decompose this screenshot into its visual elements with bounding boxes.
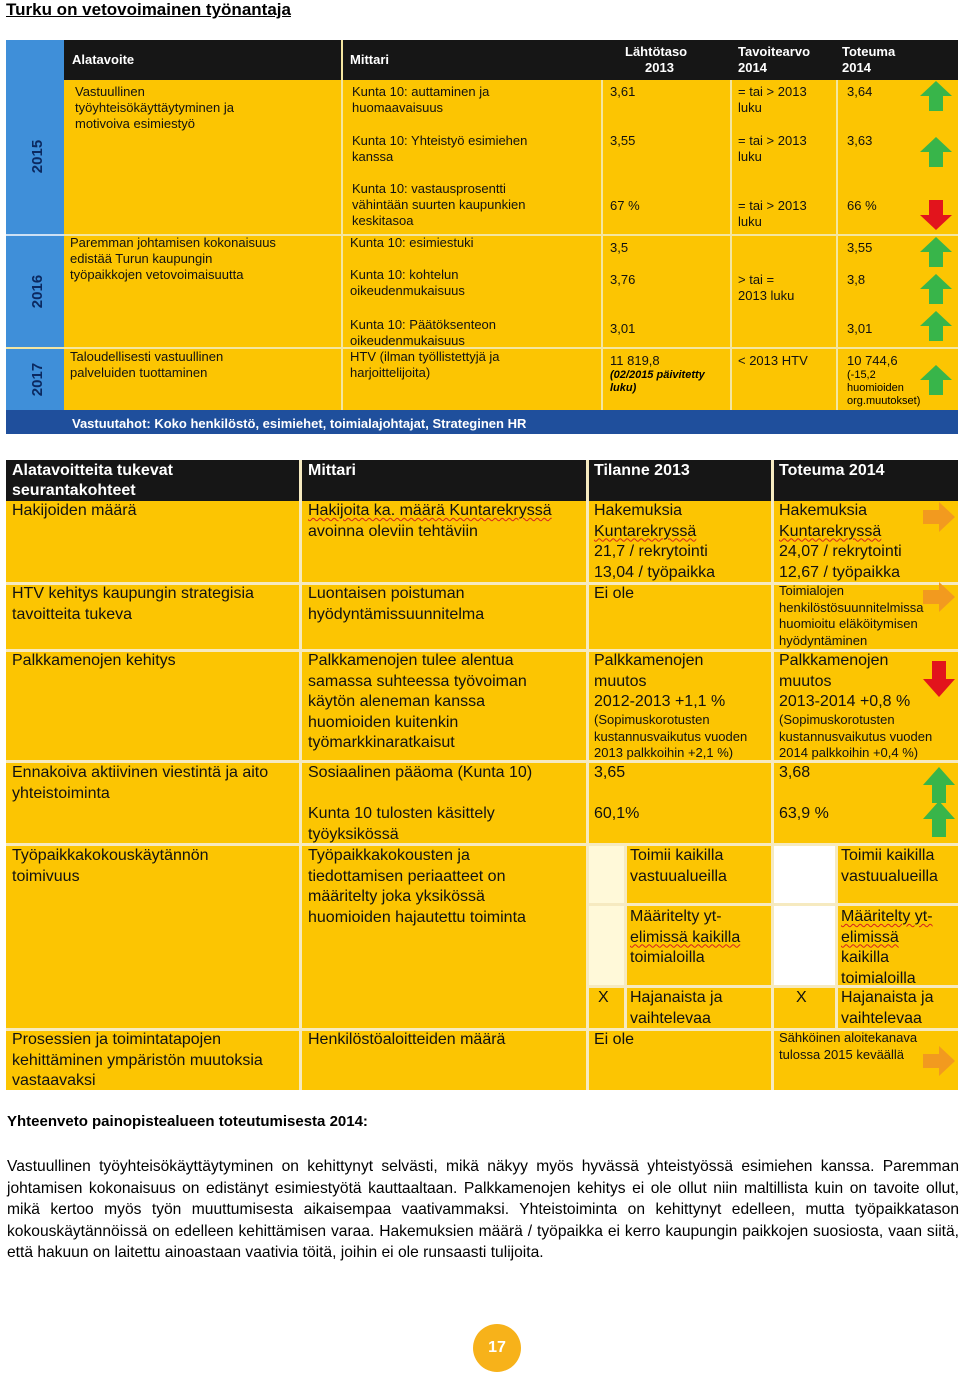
orange-right-arrow-icon [922, 581, 956, 613]
t1-meter: Kunta 10: esimiestuki [350, 235, 474, 250]
t1-actual: 66 % [847, 198, 877, 213]
t2-status: 3,65 [594, 764, 626, 781]
t1-target: = tai > 2013 luku [738, 133, 807, 164]
t2-meter: Luontaisen poistuman hyödyntämissuunnitelma [308, 585, 485, 623]
green-up-arrow-icon [919, 236, 953, 268]
t2-actual: Palkkamenojen muutos 2013-2014 +0,8 % [779, 652, 911, 710]
t1-target: = tai > 2013 luku [738, 198, 807, 229]
green-up-arrow-icon [922, 766, 956, 804]
t2-blank-cell [589, 846, 624, 903]
t2-header-actual: Toteuma 2014 [779, 462, 885, 479]
t2-goal: Palkkamenojen kehitys [12, 652, 176, 669]
t2-blank-cell [589, 906, 624, 985]
t2-meter: Palkkamenojen tulee alentua samassa suhteessa työvoiman käytön aleneman kanssa huomioiden kuitenkin työmarkkinaratkaisut [308, 652, 527, 751]
t1-col-divider [341, 40, 343, 410]
t1-baseline: 3,76 [610, 272, 636, 287]
t1-meter: HTV (ilman työllistettyjä ja harjoittelijoita) [350, 349, 500, 380]
page-number-badge: 17 [473, 1324, 521, 1372]
t2-status-note: (Sopimuskorotusten kustannusvaikutus vuoden 2013 palkkoihin +2,1 %) [594, 712, 748, 760]
t2-col-divider [835, 846, 838, 1028]
t2-meter: Hakijoita ka. määrä Kuntarekryssä avoinna oleviin tehtäviin [308, 502, 552, 540]
t1-actual: 3,55 [847, 240, 873, 255]
t2-actual: 3,68 [779, 764, 811, 781]
t1-target: = tai > 2013 luku [738, 84, 807, 115]
t1-goal-1: Vastuullinen työyhteisökäyttäytyminen ja motivoiva esimiestyö [75, 84, 234, 131]
t2-actual: Sähköinen aloitekanava tulossa 2015 keväällä [779, 1030, 918, 1062]
t1-col-divider [730, 80, 732, 410]
page-heading: Turku on vetovoimainen työnantaja [6, 0, 291, 19]
t2-actual-mark: X [796, 989, 807, 1006]
t2-col-divider [299, 460, 302, 1090]
year-label-2015: 2015 [29, 139, 47, 174]
t1-baseline: 3,61 [610, 84, 636, 99]
t1-header-actual: Toteuma 2014 [842, 44, 896, 75]
t2-actual-option: Toimii kaikilla vastuualueilla [841, 847, 938, 885]
t1-header-target: Tavoitearvo 2014 [738, 44, 811, 75]
green-up-arrow-icon [919, 136, 953, 168]
table1-year-sidebar [6, 40, 64, 410]
t2-meter: Työpaikkakokousten ja tiedottamisen periaatteet on määritelty joka yksikössä huomioiden hajautettu toiminta [308, 847, 526, 926]
t2-status: Hakemuksia Kuntarekryssä 21,7 / rekrytointi 13,04 / työpaikka [594, 502, 715, 581]
t2-status: Ei ole [594, 1031, 635, 1048]
t1-actual: 3,8 [847, 272, 866, 287]
t2-status: Ei ole [594, 585, 635, 602]
t1-header-meter: Mittari [350, 52, 389, 67]
t2-header-status: Tilanne 2013 [594, 462, 690, 479]
t1-baseline: 67 % [610, 198, 640, 213]
green-up-arrow-icon [919, 364, 953, 396]
t2-status: 60,1% [594, 805, 640, 822]
t1-goal-3: Taloudellisesti vastuullinen palveluiden tuottaminen [70, 349, 224, 380]
green-up-arrow-icon [919, 80, 953, 112]
t1-col-divider [601, 80, 603, 410]
t1-meter: Kunta 10: vastausprosentti vähintään suurten kaupunkien keskitasoa [352, 181, 526, 228]
t1-baseline: 3,01 [610, 321, 636, 336]
year-label-2017: 2017 [29, 362, 47, 397]
table1-footer-text: Vastuutahot: Koko henkilöstö, esimiehet, toimialajohtajat, Strateginen HR [72, 416, 527, 431]
t1-actual: 10 744,6 [847, 353, 898, 368]
green-up-arrow-icon [922, 800, 956, 838]
t1-actual-note: (-15,2 huomioiden org.muutokset) [847, 369, 921, 407]
orange-right-arrow-icon [922, 501, 956, 533]
t1-actual: 3,01 [847, 321, 873, 336]
t1-target: < 2013 HTV [738, 353, 808, 368]
t2-status: Palkkamenojen muutos 2012-2013 +1,1 % [594, 652, 726, 710]
t2-status-option: Hajanaista ja vaihtelevaa [630, 989, 723, 1027]
t2-blank-cell [774, 906, 835, 985]
t2-actual: Hakemuksia Kuntarekryssä 24,07 / rekrytointi 12,67 / työpaikka [779, 502, 902, 581]
t1-meter: Kunta 10: auttaminen ja huomaavaisuus [352, 84, 490, 115]
t2-header-meter: Mittari [308, 462, 356, 479]
t2-row-divider [589, 903, 958, 906]
t2-meter: Henkilöstöaloitteiden määrä [308, 1031, 506, 1048]
t1-side-divider [6, 234, 64, 236]
t1-baseline: 11 819,8 [610, 353, 660, 368]
t2-col-divider [624, 846, 627, 1028]
t2-meter: Kunta 10 tulosten käsittely työyksikössä [308, 805, 495, 843]
t1-meter: Kunta 10: kohtelun oikeudenmukaisuus [350, 267, 465, 298]
t2-status-mark: X [598, 989, 609, 1006]
t2-col-divider [586, 460, 589, 1090]
t2-meter: Sosiaalinen pääoma (Kunta 10) [308, 764, 533, 781]
red-down-arrow-icon [919, 199, 953, 231]
t1-goal-2: Paremman johtamisen kokonaisuus edistää Turun kaupungin työpaikkojen vetovoimaisuutta [70, 235, 276, 282]
t1-meter: Kunta 10: Päätöksenteon oikeudenmukaisuus [350, 317, 497, 348]
table1-header [64, 40, 958, 80]
t2-blank-cell [774, 846, 835, 903]
t2-col-divider [771, 460, 774, 1090]
red-down-arrow-icon [922, 660, 956, 698]
t1-actual: 3,64 [847, 84, 873, 99]
orange-right-arrow-icon [922, 1045, 956, 1077]
t2-goal: Hakijoiden määrä [12, 502, 137, 519]
green-up-arrow-icon [919, 310, 953, 342]
t2-actual: Toimialojen henkilöstösuunnitelmissa huomioitu eläköitymisen hyödyntäminen [779, 583, 924, 648]
t2-actual: 63,9 % [779, 805, 829, 822]
t1-header-goal: Alatavoite [72, 52, 135, 67]
t2-goal: Prosessien ja toimintatapojen kehittäminen ympäristön muutoksia vastaavaksi [12, 1031, 263, 1089]
t2-status-option: Toimii kaikilla vastuualueilla [630, 847, 727, 885]
year-label-2016: 2016 [29, 274, 47, 309]
t1-header-baseline: Lähtötaso 2013 [625, 44, 688, 75]
t1-target: > tai = 2013 luku [738, 272, 795, 303]
t1-baseline-note: (02/2015 päivitetty luku) [610, 369, 705, 394]
t2-status-option: Määritelty yt- elimissä kaikilla toimialoilla [630, 908, 741, 966]
t1-baseline: 3,55 [610, 133, 636, 148]
t1-meter: Kunta 10: Yhteistyö esimiehen kanssa [352, 133, 528, 164]
t2-goal: HTV kehitys kaupungin strategisia tavoitteita tukeva [12, 585, 254, 623]
t2-actual-option: Määritelty yt- elimissä kaikilla toimialoilla [841, 908, 933, 987]
t2-actual-option: Hajanaista ja vaihtelevaa [841, 989, 934, 1027]
t2-actual-note: (Sopimuskorotusten kustannusvaikutus vuoden 2014 palkkoihin +0,4 %) [779, 712, 933, 760]
t2-goal: Ennakoiva aktiivinen viestintä ja aito yhteistoiminta [12, 764, 269, 802]
t2-header-goal: Alatavoitteita tukevat seurantakohteet [12, 462, 173, 499]
t1-actual: 3,63 [847, 133, 873, 148]
summary-title: Yhteenveto painopistealueen toteutumisesta 2014: [7, 1113, 368, 1130]
summary-text: Vastuullinen työyhteisökäyttäytyminen on kehittynyt selvästi, mikä näkyy myös hyvässä yhteistyössä esimiehen kanssa. Paremman johtamisen kokonaisuus on edistänyt esimiestyötä kauttaaltaan. Palkkamenojen kehitys ei ole ollut niin maltillista kuin on tavoite ollut, mikä kertoo myös työn muuttumisesta aikaisempaa vaativammaksi. Yhteistoiminta on kehittynyt edelleen, mutta työpaikkatason kokouskäytännöissä on edelleen kehittämisen varaa. Hakemuksien määrä / työpaikka ei kerro kaupungin paikkojen suosiosta, vaan siitä, että hakuun on laitettu ainoastaan vaativia töitä, joihin ei ole runsaasti tulijoita. [7, 1158, 959, 1261]
t2-goal: Työpaikkakokouskäytännön toimivuus [12, 847, 209, 885]
t1-baseline: 3,5 [610, 240, 629, 255]
green-up-arrow-icon [919, 273, 953, 305]
t1-col-divider [836, 80, 838, 410]
